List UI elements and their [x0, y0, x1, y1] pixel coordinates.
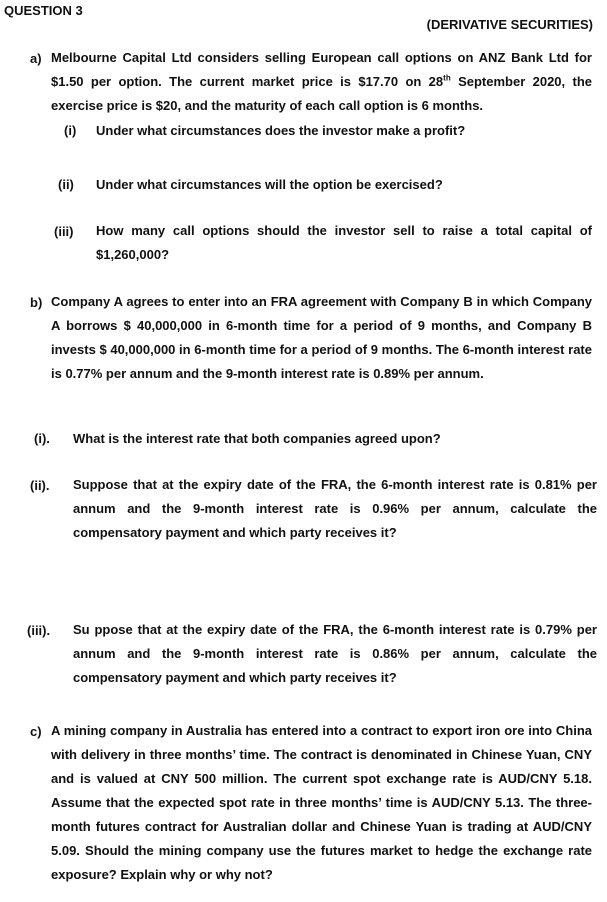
part-b-iii-text: Su ppose that at the expiry date of the FRA, the 6-month interest rate is 0.79% per annum and the 9-month interest rate is 0.86% per annum, calculate the compensatory payment and which party receives it?	[73, 622, 597, 685]
part-a-ii-text: Under what circumstances will the option be exercised?	[96, 177, 443, 192]
part-b-ii-marker: (ii).	[30, 478, 50, 493]
part-c-text: A mining company in Australia has entered into a contract to export iron ore into China with delivery in three months’ time. The contract is denominated in Chinese Yuan, CNY and is valued at CNY 500 million. The current spot exchange rate is AUD/CNY 5.18. Assume that the expected spot rate in three months’ time is AUD/CNY 5.13. The three-month futures contract for Australian dollar and Chinese Yuan is trading at AUD/CNY 5.09. Should the mining company use the futures market to hedge the exchange rate exposure? Explain why or why not?	[51, 723, 592, 882]
part-b-text: Company A agrees to enter into an FRA agreement with Company B in which Company A borrows $ 40,000,000 in 6-month time for a period of 9 months, and Company B invests $ 40,000,000 in 6-month time for a period of 9 months. The 6-month interest rate is 0.77% per annum and the 9-month interest rate is 0.89% per annum.	[51, 294, 592, 381]
part-a-marker: a)	[30, 51, 42, 66]
part-b-i-text: What is the interest rate that both companies agreed upon?	[73, 431, 441, 446]
part-a-i-marker: (i)	[64, 123, 77, 138]
part-b-iii-marker: (iii).	[27, 623, 51, 638]
question-heading: QUESTION 3	[4, 3, 83, 18]
part-a-ii-marker: (ii)	[58, 177, 74, 192]
part-a-i-text: Under what circumstances does the investor make a profit?	[96, 123, 466, 138]
part-b-ii-text: Suppose that at the expiry date of the FRA, the 6-month interest rate is 0.81% per annum and the 9-month interest rate is 0.96% per annum, calculate the compensatory payment and which party receives it?	[73, 477, 597, 540]
part-a-text: Melbourne Capital Ltd considers selling European call options on ANZ Bank Ltd for $1.50 per option. The current market price is $17.70 on 28th September 2020, the exercise price is $20, and the maturity of each call option is 6 months.	[51, 50, 592, 113]
topic-heading: (DERIVATIVE SECURITIES)	[426, 17, 593, 32]
part-a-iii-marker: (iii)	[54, 224, 74, 239]
part-b-marker: b)	[30, 295, 43, 310]
part-c-marker: c)	[30, 724, 42, 739]
part-a-iii-text: How many call options should the investor sell to raise a total capital of $1,260,000?	[96, 223, 592, 262]
part-b-i-marker: (i).	[34, 431, 50, 446]
